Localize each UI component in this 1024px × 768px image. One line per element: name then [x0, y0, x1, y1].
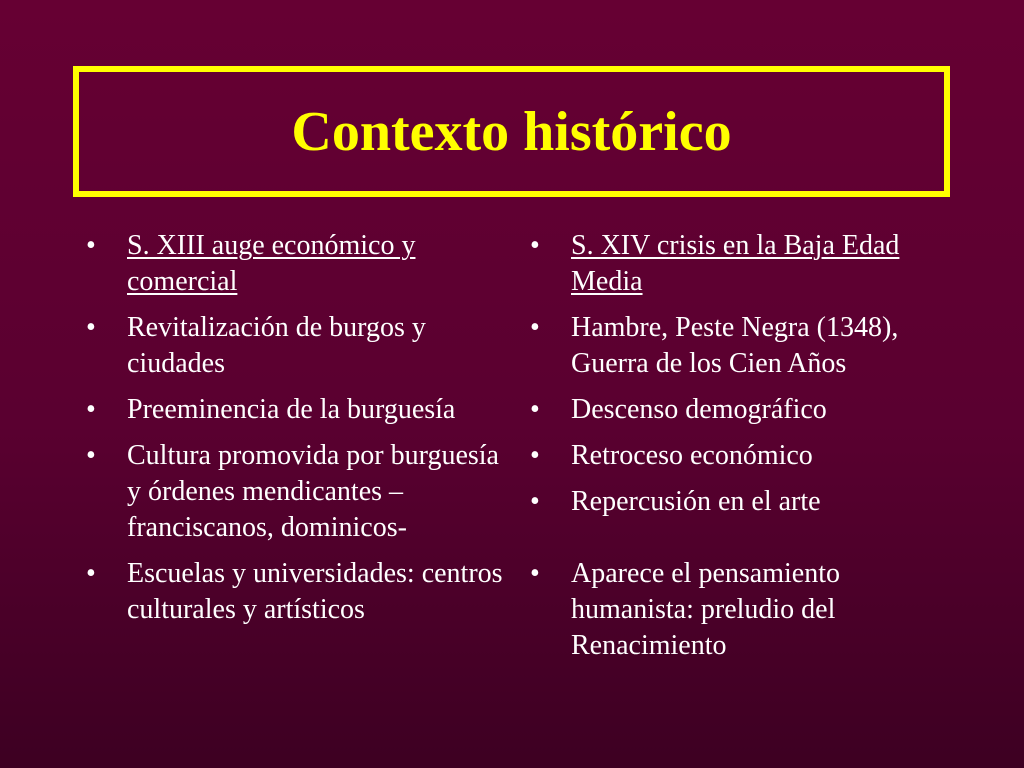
left-bullet-list	[86, 228, 506, 638]
list-item-text: Retroceso económico	[571, 440, 813, 471]
list-item	[86, 438, 506, 546]
list-item-text: Revitalización de burgos y ciudades	[127, 312, 426, 379]
slide-title: Contexto histórico	[291, 100, 732, 163]
list-item-text: Preeminencia de la burguesía	[127, 394, 456, 425]
list-item	[530, 392, 950, 428]
list-item-text: Cultura promovida por burguesía y órdenes mendicantes – franciscanos, dominicos-	[127, 440, 499, 543]
list-item	[530, 484, 950, 520]
list-item-text: Aparece el pensamiento humanista: preludio del Renacimiento	[571, 558, 840, 661]
list-item-text: Descenso demográfico	[571, 394, 827, 425]
right-bullet-list	[530, 228, 950, 674]
bullet-icon: •	[86, 440, 96, 471]
bullet-icon: •	[86, 312, 96, 343]
list-item-text: Escuelas y universidades: centros culturales y artísticos	[127, 558, 503, 625]
bullet-icon: •	[530, 486, 540, 517]
bullet-icon: •	[530, 230, 540, 261]
bullet-icon: •	[530, 312, 540, 343]
list-item-text: Repercusión en el arte	[571, 486, 821, 517]
bullet-icon: •	[530, 394, 540, 425]
list-item	[86, 556, 506, 628]
bullet-icon: •	[86, 230, 96, 261]
bullet-icon: •	[530, 440, 540, 471]
list-item	[86, 392, 506, 428]
list-item	[530, 310, 950, 382]
list-item	[86, 228, 506, 300]
bullet-icon: •	[86, 558, 96, 589]
bullet-icon: •	[530, 558, 540, 589]
list-item	[530, 438, 950, 474]
title-frame	[73, 66, 950, 197]
xiii-century-link[interactable]: S. XIII auge económico y comercial	[127, 230, 416, 297]
xiv-century-link[interactable]: S. XIV crisis en la Baja Edad Media	[571, 230, 900, 297]
list-item	[86, 310, 506, 382]
list-item-text: Hambre, Peste Negra (1348), Guerra de los Cien Años	[571, 312, 899, 379]
list-item	[530, 228, 950, 300]
bullet-icon: •	[86, 394, 96, 425]
list-item	[530, 556, 950, 664]
